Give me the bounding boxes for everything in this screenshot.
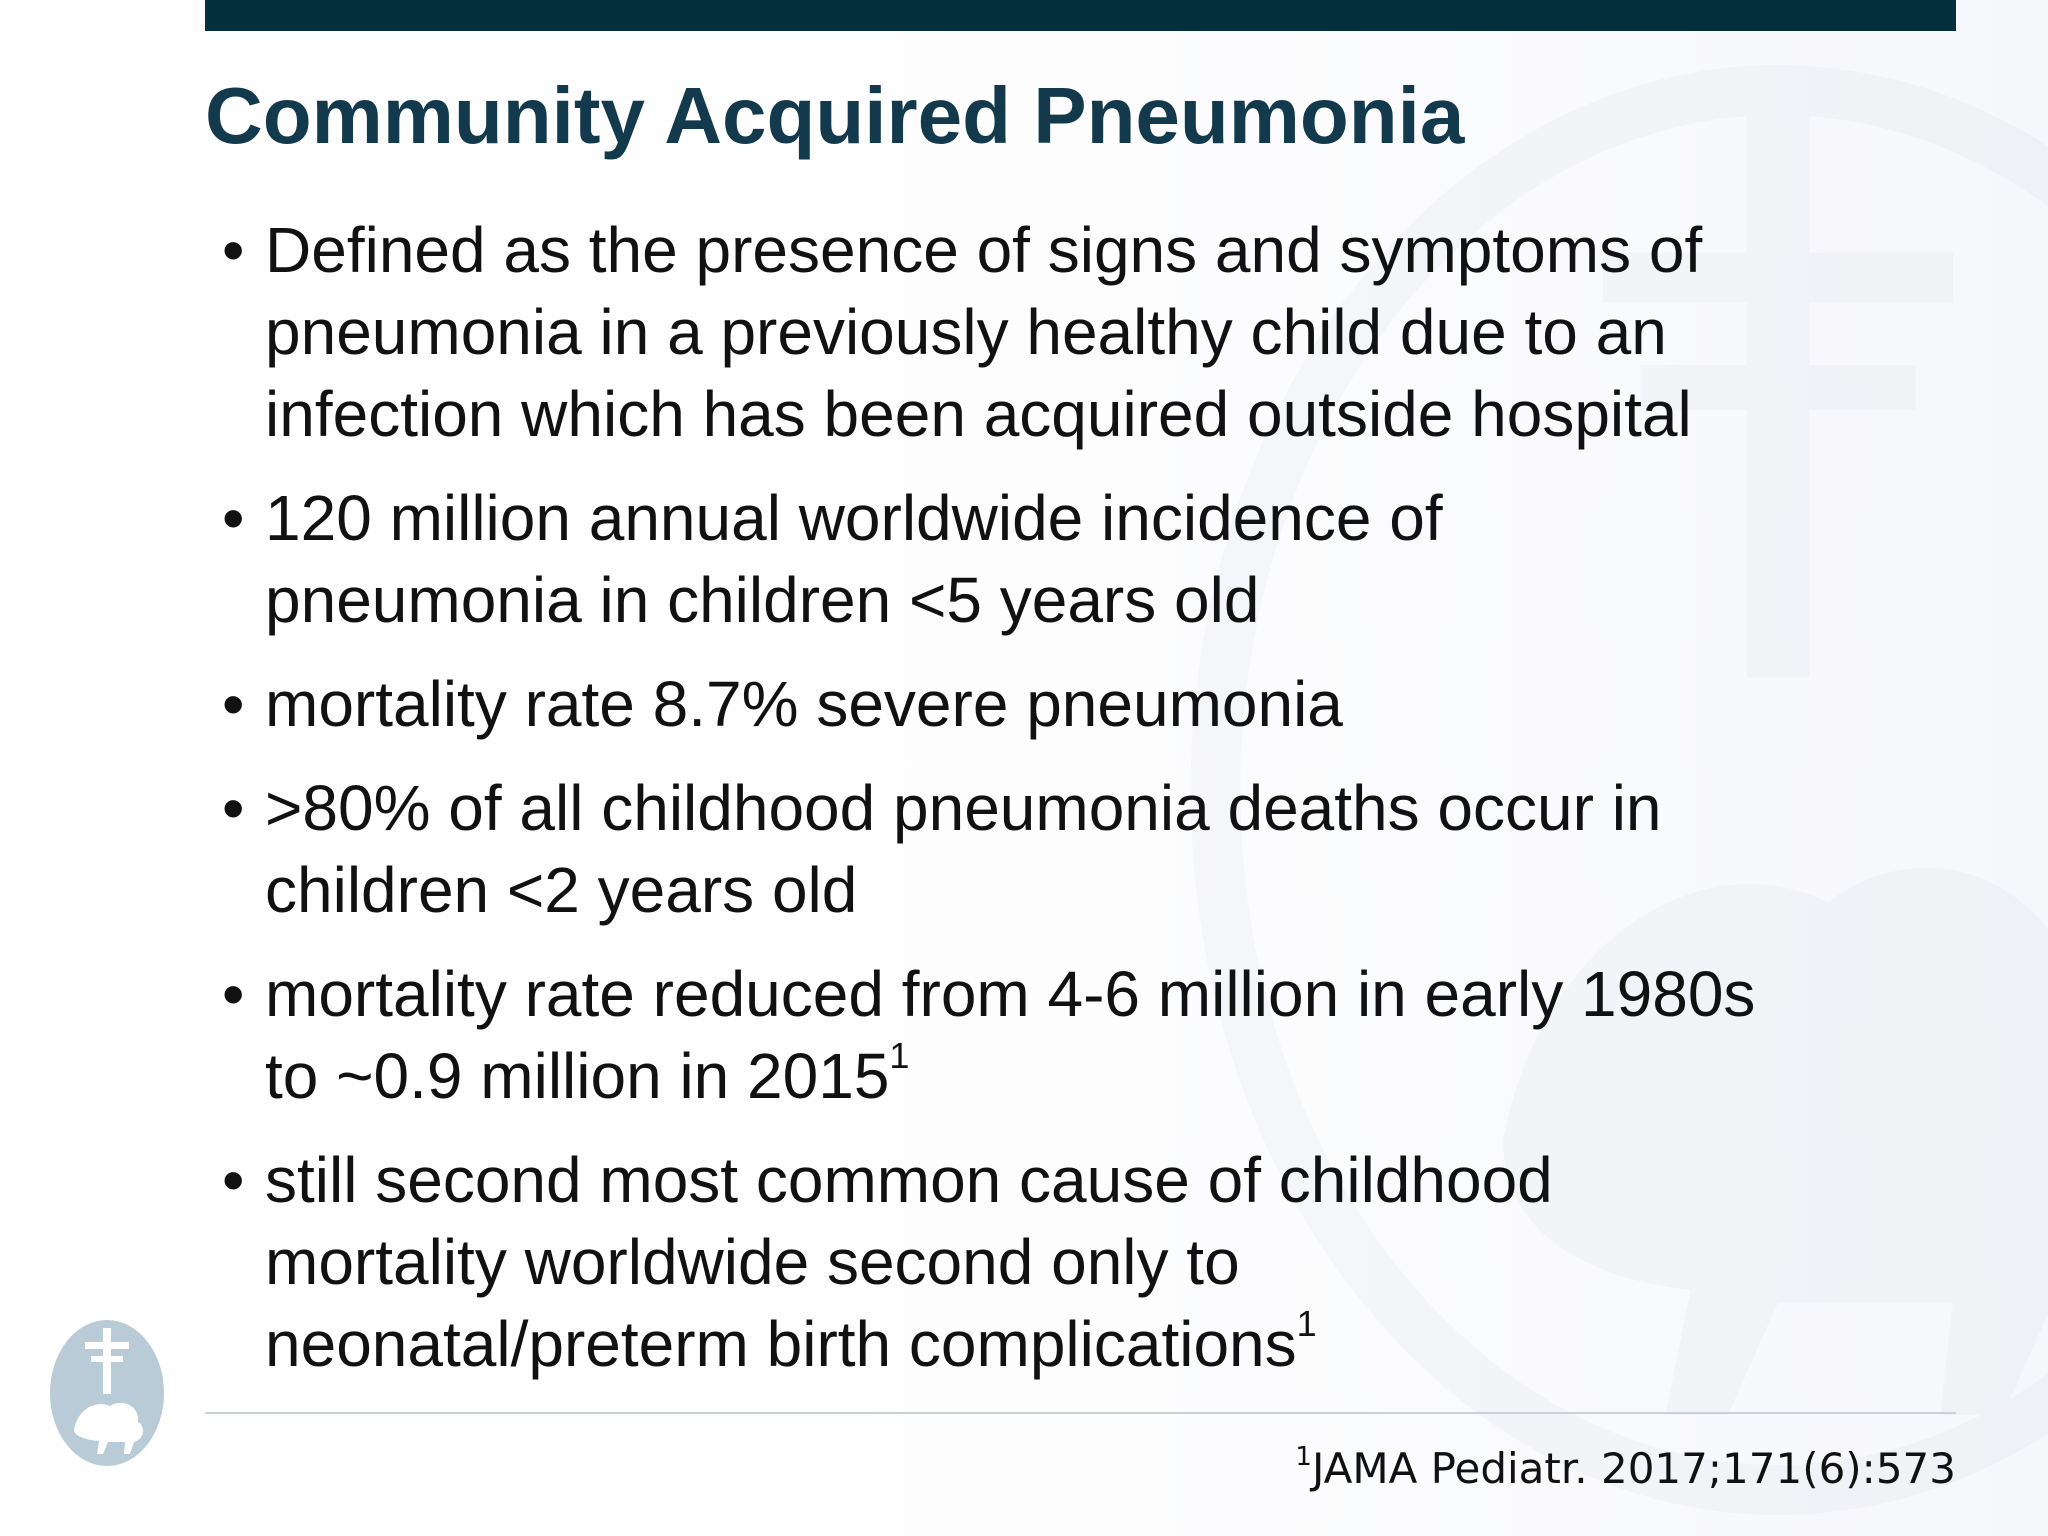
bullet-line-text: >80% of all childhood pneumonia deaths occur in (265, 772, 1662, 844)
bullet-item (222, 209, 1902, 455)
bullet-line-text: pneumonia in a previously healthy child due to an (265, 296, 1667, 368)
bullet-glyph: • (222, 482, 245, 554)
bullet-line-text: mortality rate 8.7% severe pneumonia (265, 668, 1343, 740)
bullet-list (222, 209, 1902, 1407)
bullet-glyph: • (222, 958, 245, 1030)
bullet-line-text: neonatal/preterm birth complications (265, 1308, 1297, 1380)
bullet-line (265, 1303, 1902, 1385)
reference-superscript: 1 (889, 1035, 910, 1076)
bullet-glyph: • (222, 1144, 245, 1216)
bullet-line-text: pneumonia in children <5 years old (265, 564, 1260, 636)
footnote-text: JAMA Pediatr. 2017;171(6):573 (1311, 1444, 1956, 1493)
bullet-glyph: • (222, 668, 245, 740)
bullet-line (265, 477, 1902, 559)
bullet-line-text: mortality worldwide second only to (265, 1226, 1240, 1298)
bullet-item (222, 663, 1902, 745)
bullet-line-text: 120 million annual worldwide incidence of (265, 482, 1443, 554)
bullet-line-text: infection which has been acquired outside hospital (265, 378, 1692, 450)
bullet-line (265, 1139, 1902, 1221)
bullet-line-text: to ~0.9 million in 2015 (265, 1040, 890, 1112)
bullet-line (265, 291, 1902, 373)
bullet-item (222, 953, 1902, 1117)
bullet-line-text: Defined as the presence of signs and symptoms of (265, 214, 1703, 286)
slide-title: Community Acquired Pneumonia (205, 71, 1465, 160)
bullet-line (265, 953, 1902, 1035)
reference-superscript: 1 (1296, 1303, 1317, 1344)
bullet-line (265, 559, 1902, 641)
bullet-line (265, 209, 1902, 291)
footer-divider (205, 1412, 1956, 1414)
bullet-line (265, 849, 1902, 931)
bullet-line (265, 767, 1902, 849)
bullet-item (222, 1139, 1902, 1385)
bullet-item (222, 767, 1902, 931)
bullet-line (265, 1035, 1902, 1117)
footnote (1295, 1443, 1956, 1495)
cross-and-lion-crest-icon (48, 1318, 166, 1468)
bullet-item (222, 477, 1902, 641)
footnote-marker: 1 (1295, 1442, 1312, 1472)
bullet-line-text: still second most common cause of childhood (265, 1144, 1553, 1216)
bullet-line (265, 1221, 1902, 1303)
bullet-line-text: mortality rate reduced from 4-6 million in early 1980s (265, 958, 1756, 1030)
bullet-line-text: children <2 years old (265, 854, 858, 926)
bullet-glyph: • (222, 772, 245, 844)
top-accent-bar (205, 0, 1956, 31)
bullet-glyph: • (222, 214, 245, 286)
bullet-line (265, 663, 1902, 745)
bullet-line (265, 373, 1902, 455)
